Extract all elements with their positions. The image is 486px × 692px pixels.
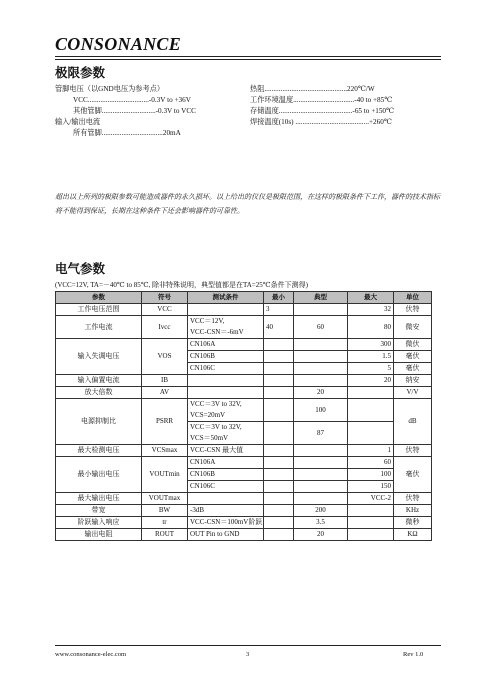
- table-row: [56, 529, 432, 541]
- header-condition: 测试条件: [188, 292, 264, 304]
- cell-unit: KΩ: [394, 529, 432, 541]
- header-min: 最小: [264, 292, 294, 304]
- cell-unit: 毫伏: [394, 457, 432, 493]
- condition-line: VCS=20mV: [190, 411, 226, 419]
- cell-max: 80: [348, 316, 394, 339]
- condition-line: VCC＝3V to 32V,: [190, 400, 242, 408]
- cell-max: VCC-2: [348, 493, 394, 505]
- cell-symbol: VOS: [142, 339, 188, 375]
- cell-min: [264, 457, 294, 469]
- header-rule: [55, 56, 441, 57]
- limits-left-3: 其他管脚..............................-0.3V to VCC: [73, 107, 196, 115]
- header-param: 参数: [56, 292, 142, 304]
- cell-max: 150: [348, 481, 394, 493]
- condition-line: VCC-CSN＝-6mV: [190, 328, 244, 336]
- cell-condition: CN106A: [188, 339, 264, 351]
- cell-typ: [294, 469, 348, 481]
- cell-condition: [188, 304, 264, 316]
- cell-symbol: VCSmax: [142, 445, 188, 457]
- cell-symbol: AV: [142, 387, 188, 399]
- cell-min: [264, 339, 294, 351]
- table-row: [56, 387, 432, 399]
- brand-logo-text: CONSONANCE: [55, 34, 182, 54]
- table-row: [56, 399, 432, 422]
- cell-max: 32: [348, 304, 394, 316]
- cell-typ: [294, 445, 348, 457]
- cell-symbol: ROUT: [142, 529, 188, 541]
- cell-max: 60: [348, 457, 394, 469]
- limits-right-2: 工作环境温度..................................-40 to +85℃: [250, 96, 393, 104]
- revision: Rev 1.0: [403, 651, 424, 658]
- cell-unit: 伏特: [394, 493, 432, 505]
- cell-typ: 87: [294, 422, 348, 445]
- cell-max: [348, 399, 394, 422]
- cell-condition: [188, 399, 264, 422]
- table-row: [56, 517, 432, 529]
- electrical-condition: (VCC=12V, TA=－40℃ to 85℃, 除非特殊说明，典型值都是在TA=25℃条件下测得): [55, 281, 308, 289]
- cell-min: [264, 517, 294, 529]
- cell-min: [264, 445, 294, 457]
- limits-left-1: 管脚电压（以GND电压为参考点）: [55, 85, 165, 93]
- limits-right-3: 存储温度.........................................-65 to +150℃: [250, 107, 395, 115]
- cell-min: [264, 422, 294, 445]
- cell-symbol: tr: [142, 517, 188, 529]
- cell-typ: 200: [294, 505, 348, 517]
- cell-symbol: VOUTmin: [142, 457, 188, 493]
- cell-typ: 20: [294, 529, 348, 541]
- cell-condition: -3dB: [188, 505, 264, 517]
- cell-min: 3: [264, 304, 294, 316]
- cell-max: [348, 529, 394, 541]
- cell-unit: V/V: [394, 387, 432, 399]
- header-typ: 典型: [294, 292, 348, 304]
- cell-max: 1.5: [348, 351, 394, 363]
- limits-left-4: 输入/输出电流: [55, 118, 101, 126]
- condition-line: VCC＝12V,: [190, 317, 225, 325]
- cell-param: 最大输出电压: [56, 493, 142, 505]
- cell-unit: 伏特: [394, 445, 432, 457]
- cell-typ: [294, 375, 348, 387]
- cell-unit: dB: [394, 399, 432, 445]
- cell-typ: [294, 481, 348, 493]
- cell-min: [264, 493, 294, 505]
- cell-condition: [188, 493, 264, 505]
- cell-unit: 毫伏: [394, 351, 432, 363]
- cell-typ: [294, 493, 348, 505]
- cell-max: 300: [348, 339, 394, 351]
- cell-typ: 100: [294, 399, 348, 422]
- cell-min: [264, 363, 294, 375]
- page-number: 3: [246, 651, 250, 658]
- cell-symbol: VCC: [142, 304, 188, 316]
- cell-symbol: BW: [142, 505, 188, 517]
- limits-note: 超出以上所列的极限参数可能造成器件的永久损坏。以上给出的仅仅是极限范围，在这样的极限条件下工作，器件的技术指标将不能得到保证，长期在这种条件下还会影响器件的可靠性。: [55, 193, 440, 215]
- cell-max: [348, 387, 394, 399]
- cell-min: [264, 375, 294, 387]
- cell-max: [348, 517, 394, 529]
- limits-title: 极限参数: [55, 65, 106, 80]
- cell-symbol: VOUTmax: [142, 493, 188, 505]
- cell-condition: [188, 387, 264, 399]
- cell-max: 1: [348, 445, 394, 457]
- cell-condition: CN106B: [188, 351, 264, 363]
- cell-condition: [188, 422, 264, 445]
- cell-unit: 伏特: [394, 304, 432, 316]
- limits-left-5: 所有管脚..................................20mA: [73, 129, 181, 137]
- cell-unit: 纳安: [394, 375, 432, 387]
- cell-max: 100: [348, 469, 394, 481]
- table-row: [56, 304, 432, 316]
- cell-condition: [188, 316, 264, 339]
- cell-typ: [294, 339, 348, 351]
- table-row: [56, 445, 432, 457]
- cell-condition: CN106B: [188, 469, 264, 481]
- header-max: 最大: [348, 292, 394, 304]
- cell-max: [348, 422, 394, 445]
- table-row: [56, 339, 432, 351]
- table-row: [56, 375, 432, 387]
- header-rule-thin: [55, 59, 441, 60]
- footer-rule: [55, 645, 441, 646]
- cell-param: 输出电阻: [56, 529, 142, 541]
- table-row: [56, 457, 432, 469]
- cell-unit: KHz: [394, 505, 432, 517]
- table-header-row: [56, 292, 432, 304]
- limits-right-4: 焊接温度(10s) .........................................+260℃: [250, 118, 392, 126]
- cell-typ: [294, 351, 348, 363]
- header-unit: 单位: [394, 292, 432, 304]
- condition-line: VCS＝50mV: [190, 434, 229, 442]
- cell-param: 输入失调电压: [56, 339, 142, 375]
- cell-min: [264, 469, 294, 481]
- limits-left-2: VCC..................................-0.3V to +36V: [73, 96, 191, 104]
- cell-typ: [294, 363, 348, 375]
- cell-max: 5: [348, 363, 394, 375]
- cell-condition: [188, 375, 264, 387]
- cell-symbol: Ivcc: [142, 316, 188, 339]
- cell-unit: 微安: [394, 316, 432, 339]
- cell-min: 40: [264, 316, 294, 339]
- cell-min: [264, 351, 294, 363]
- condition-line: VCC＝3V to 32V,: [190, 423, 242, 431]
- cell-min: [264, 399, 294, 422]
- cell-min: [264, 529, 294, 541]
- cell-param: 带宽: [56, 505, 142, 517]
- table-row: [56, 505, 432, 517]
- cell-unit: 微伏: [394, 339, 432, 351]
- cell-param: 输入偏置电流: [56, 375, 142, 387]
- table-row: [56, 493, 432, 505]
- cell-unit: 毫伏: [394, 363, 432, 375]
- cell-param: 放大倍数: [56, 387, 142, 399]
- cell-max: 20: [348, 375, 394, 387]
- cell-condition: VCC-CSN 最大值: [188, 445, 264, 457]
- cell-symbol: PSRR: [142, 399, 188, 445]
- cell-condition: CN106C: [188, 363, 264, 375]
- cell-param: 最大检测电压: [56, 445, 142, 457]
- table-row: [56, 316, 432, 339]
- cell-symbol: IB: [142, 375, 188, 387]
- cell-typ: 3.5: [294, 517, 348, 529]
- cell-param: 电源抑制比: [56, 399, 142, 445]
- limits-right-1: 热阻..............................................220℃/W: [250, 85, 375, 93]
- cell-condition: VCC-CSN＝100mV阶跃: [188, 517, 264, 529]
- cell-condition: CN106A: [188, 457, 264, 469]
- cell-param: 工作电流: [56, 316, 142, 339]
- cell-param: 阶跃输入响应: [56, 517, 142, 529]
- electrical-title: 电气参数: [55, 261, 106, 276]
- electrical-spec-table: [55, 291, 432, 541]
- cell-typ: [294, 457, 348, 469]
- cell-typ: 60: [294, 316, 348, 339]
- cell-condition: OUT Pin to GND: [188, 529, 264, 541]
- cell-condition: CN106C: [188, 481, 264, 493]
- cell-param: 最小输出电压: [56, 457, 142, 493]
- cell-typ: 20: [294, 387, 348, 399]
- cell-param: 工作电压范围: [56, 304, 142, 316]
- cell-min: [264, 387, 294, 399]
- cell-min: [264, 481, 294, 493]
- cell-max: [348, 505, 394, 517]
- cell-unit: 微秒: [394, 517, 432, 529]
- header-symbol: 符号: [142, 292, 188, 304]
- footer-url: www.consonance-elec.com: [55, 651, 127, 658]
- cell-typ: [294, 304, 348, 316]
- cell-min: [264, 505, 294, 517]
